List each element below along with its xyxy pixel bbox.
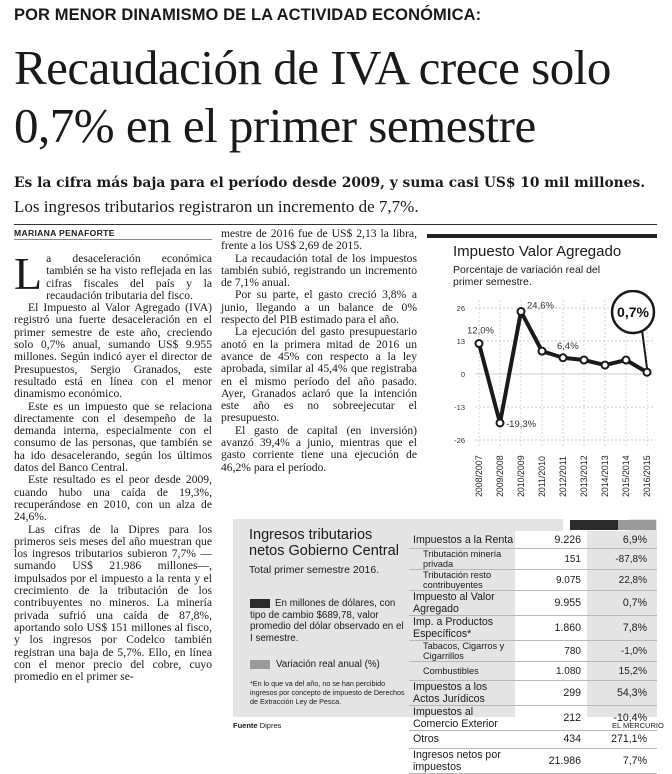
x-tick-label: 2009/2008 [495, 455, 505, 497]
row-variation: 7,8% [587, 616, 657, 641]
row-value: 1.080 [515, 662, 587, 680]
paragraph: El Impuesto al Valor Agregado (IVA) registró una fuerte desaceleración en el primer semestre de este año, creciendo solo 0,7% anual, sumando US$ 9.955 millones. Según indicó ayer el director de Presupuestos, Sergio Granados, este resultado está en línea con el menor dinamismo económico. [14, 301, 212, 401]
x-tick-label: 2012/2011 [558, 456, 568, 497]
data-point [476, 340, 483, 347]
row-variation: -1,0% [587, 641, 657, 662]
highlight-bubble [612, 291, 654, 368]
paragraph: Este resultado es el peor desde 2009, cuando hubo una caída de 19,3%, recuperándose en 2010, con un alza de 24,6%. [14, 473, 212, 524]
source-name: Dipres [259, 721, 282, 730]
data-point [497, 419, 504, 426]
x-tick-label: 2013/2012 [579, 455, 589, 497]
row-variation: 7,7% [587, 749, 657, 774]
article-column-2 [221, 228, 417, 508]
y-tick-label: 26 [456, 304, 465, 313]
row-value: 9.075 [515, 570, 587, 591]
row-value: 9.955 [515, 591, 587, 616]
row-variation: 0,7% [587, 591, 657, 616]
headline-line-2: 0,7% en el primer semestre [14, 98, 536, 153]
paragraph: El gasto de capital (en inversión) avanzó 39,4% a junio, mientras que el gasto corriente tiene una ejecución de 46,2% para el período. [221, 423, 417, 474]
row-value: 21.986 [515, 749, 587, 774]
chart-title: Impuesto Valor Agregado [453, 243, 622, 260]
y-tick-label: 13 [456, 337, 465, 346]
x-tick-label: 2010/2009 [516, 455, 526, 497]
row-variation: -87,8% [587, 549, 657, 570]
row-variation: -10,4% [587, 705, 657, 730]
paragraph: La ejecución del gasto presupuestario anotó en la primera mitad de 2016 un avance de 45% con respecto a la ley aprobada, similar al 45,4% que registraba en el mismo período del año pasado. Ayer, Granados aclaró que la intención este año es no sobreejecutar el presupuesto. [221, 325, 417, 425]
table-row [409, 680, 657, 705]
table-row [409, 591, 657, 616]
table-row [409, 616, 657, 641]
row-value: 151 [515, 549, 587, 570]
row-label: Ingresos netos por impuestos [409, 749, 515, 774]
row-value: 780 [515, 641, 587, 662]
x-tick-label: 2015/2014 [621, 455, 631, 497]
data-label: 24,6% [527, 300, 554, 312]
legend-dark-text: En millones de dólares, con tipo de cambio $689,78, valor promedio del dólar observado en el I semestre. [250, 598, 404, 644]
row-value: 299 [515, 680, 587, 705]
byline-rule [14, 239, 212, 240]
table-footnote: *En lo que va del año, no se han percibido ingresos por concepto de impuesto de Derechos de Extracción Ley de Pesca. [250, 679, 405, 706]
y-tick-label: -13 [454, 403, 465, 412]
row-variation: 22,8% [587, 570, 657, 591]
highlight-value: 0,7% [617, 304, 649, 320]
paragraph: Este es un impuesto que se relaciona directamente con el desempeño de la demanda interna, especialmente con el consumo de las personas, que también se ha ido desacelerando, según los últimos datos del Banco Central. [14, 399, 212, 475]
kicker: POR MENOR DINAMISMO DE LA ACTIVIDAD ECONÓMICA: [14, 6, 482, 24]
table-row [409, 570, 657, 591]
row-label: Tabacos, Cigarros y Cigarrillos [409, 641, 515, 662]
table-row [409, 730, 657, 748]
row-value: 434 [515, 730, 587, 748]
row-label: Impuestos a la Renta [409, 531, 515, 549]
data-label: -19,3% [506, 418, 537, 430]
data-label: 12,0% [467, 325, 494, 337]
row-label: Impuestos a los Actos Jurídicos [409, 680, 515, 705]
table-row [409, 662, 657, 680]
row-label: Tributación resto contribuyentes [409, 570, 515, 591]
paragraph: Las cifras de la Dipres para los primeros seis meses del año muestran que los ingresos tributarios subieron 7,7% —sumando US$ 21.986 millones—, impulsados por el impuesto a la renta y el crecimiento de la tributación de los contribuyentes no mineros. La minería privada sufrió una caída de 87,8%, aportando solo US$ 151 millones al fisco, y los ingresos por Codelco también registran una baja de 5,7%. Ello, en línea con el menor precio del cobre, cuyo promedio en el primer se- [14, 522, 212, 684]
y-tick-label: -26 [454, 436, 465, 445]
x-tick-label: 2014/2013 [600, 455, 610, 497]
paragraph: a desaceleración económica también se ha visto reflejada en las cifras fiscales del país y la recaudación tributaria del fisco. [46, 252, 212, 302]
y-tick-label: 0 [460, 370, 465, 379]
row-variation: 6,9% [587, 531, 657, 549]
table-subtitle: Total primer semestre 2016. [249, 564, 380, 576]
source-label: Fuente [233, 721, 258, 730]
row-value: 212 [515, 705, 587, 730]
iva-line-chart [427, 290, 662, 515]
row-label: Impuestos al Comercio Exterior [409, 705, 515, 730]
chart-top-rule [427, 234, 657, 238]
chart-subtitle: Porcentaje de variación real del primer semestre. [453, 264, 601, 288]
row-variation: 271,1% [587, 730, 657, 748]
x-tick-label: 2008/2007 [474, 455, 484, 497]
byline: MARIANA PENAFORTE [14, 228, 115, 238]
data-label: 6,4% [557, 340, 579, 352]
table-title: Ingresos tributarios netos Gobierno Central [249, 527, 399, 559]
row-label: Otros [409, 730, 515, 748]
paragraph: La recaudación total de los impuestos también subió, registrando un incremento de 7,1% anual. [221, 251, 417, 290]
x-axis-ticks [474, 455, 652, 497]
data-point [581, 357, 588, 364]
data-point [518, 308, 525, 315]
row-value: 9.226 [515, 531, 587, 549]
article-column-1 [14, 248, 212, 733]
legend-grey-text: Variación real anual (%) [276, 659, 380, 670]
x-tick-label: 2011/2010 [537, 456, 547, 497]
col-head-var-swatch [618, 520, 656, 530]
brand: EL MERCURIO [612, 721, 664, 730]
row-label: Tributación minería privada [409, 549, 515, 570]
table-row [409, 531, 657, 549]
drop-cap: L [14, 248, 43, 299]
row-label: Imp. a Productos Específicos* [409, 616, 515, 641]
paragraph: Por su parte, el gasto creció 3,8% a junio, llegando a un balance de 0% respecto del PIB estimado para el año. [221, 288, 417, 327]
x-tick-label: 2016/2015 [642, 455, 652, 497]
tax-table [409, 531, 657, 774]
headline-line-1: Recaudación de IVA crece solo [14, 40, 611, 95]
table-row [409, 641, 657, 662]
data-point [602, 362, 609, 369]
row-variation: 15,2% [587, 662, 657, 680]
paragraph: mestre de 2016 fue de US$ 2,13 la libra, frente a los US$ 2,69 de 2015. [221, 227, 417, 253]
table-row [409, 549, 657, 570]
row-label: Impuesto al Valor Agregado [409, 591, 515, 616]
data-point [623, 357, 630, 364]
divider [14, 224, 657, 225]
subtitle: Los ingresos tributarios registraron un incremento de 7,7%. [14, 197, 419, 216]
table-row [409, 749, 657, 774]
subtitle-bold: Es la cifra más baja para el período desde 2009, y suma casi US$ 10 mil millones. [14, 175, 646, 191]
data-point [560, 354, 567, 361]
data-point [539, 348, 546, 355]
row-variation: 54,3% [587, 680, 657, 705]
data-point [644, 369, 651, 376]
y-axis-ticks [454, 304, 465, 445]
legend-grey-swatch [250, 660, 270, 669]
source-line [233, 721, 281, 730]
highlight-pointer [642, 330, 647, 368]
row-label: Combustibles [409, 662, 515, 680]
row-value: 1.860 [515, 616, 587, 641]
